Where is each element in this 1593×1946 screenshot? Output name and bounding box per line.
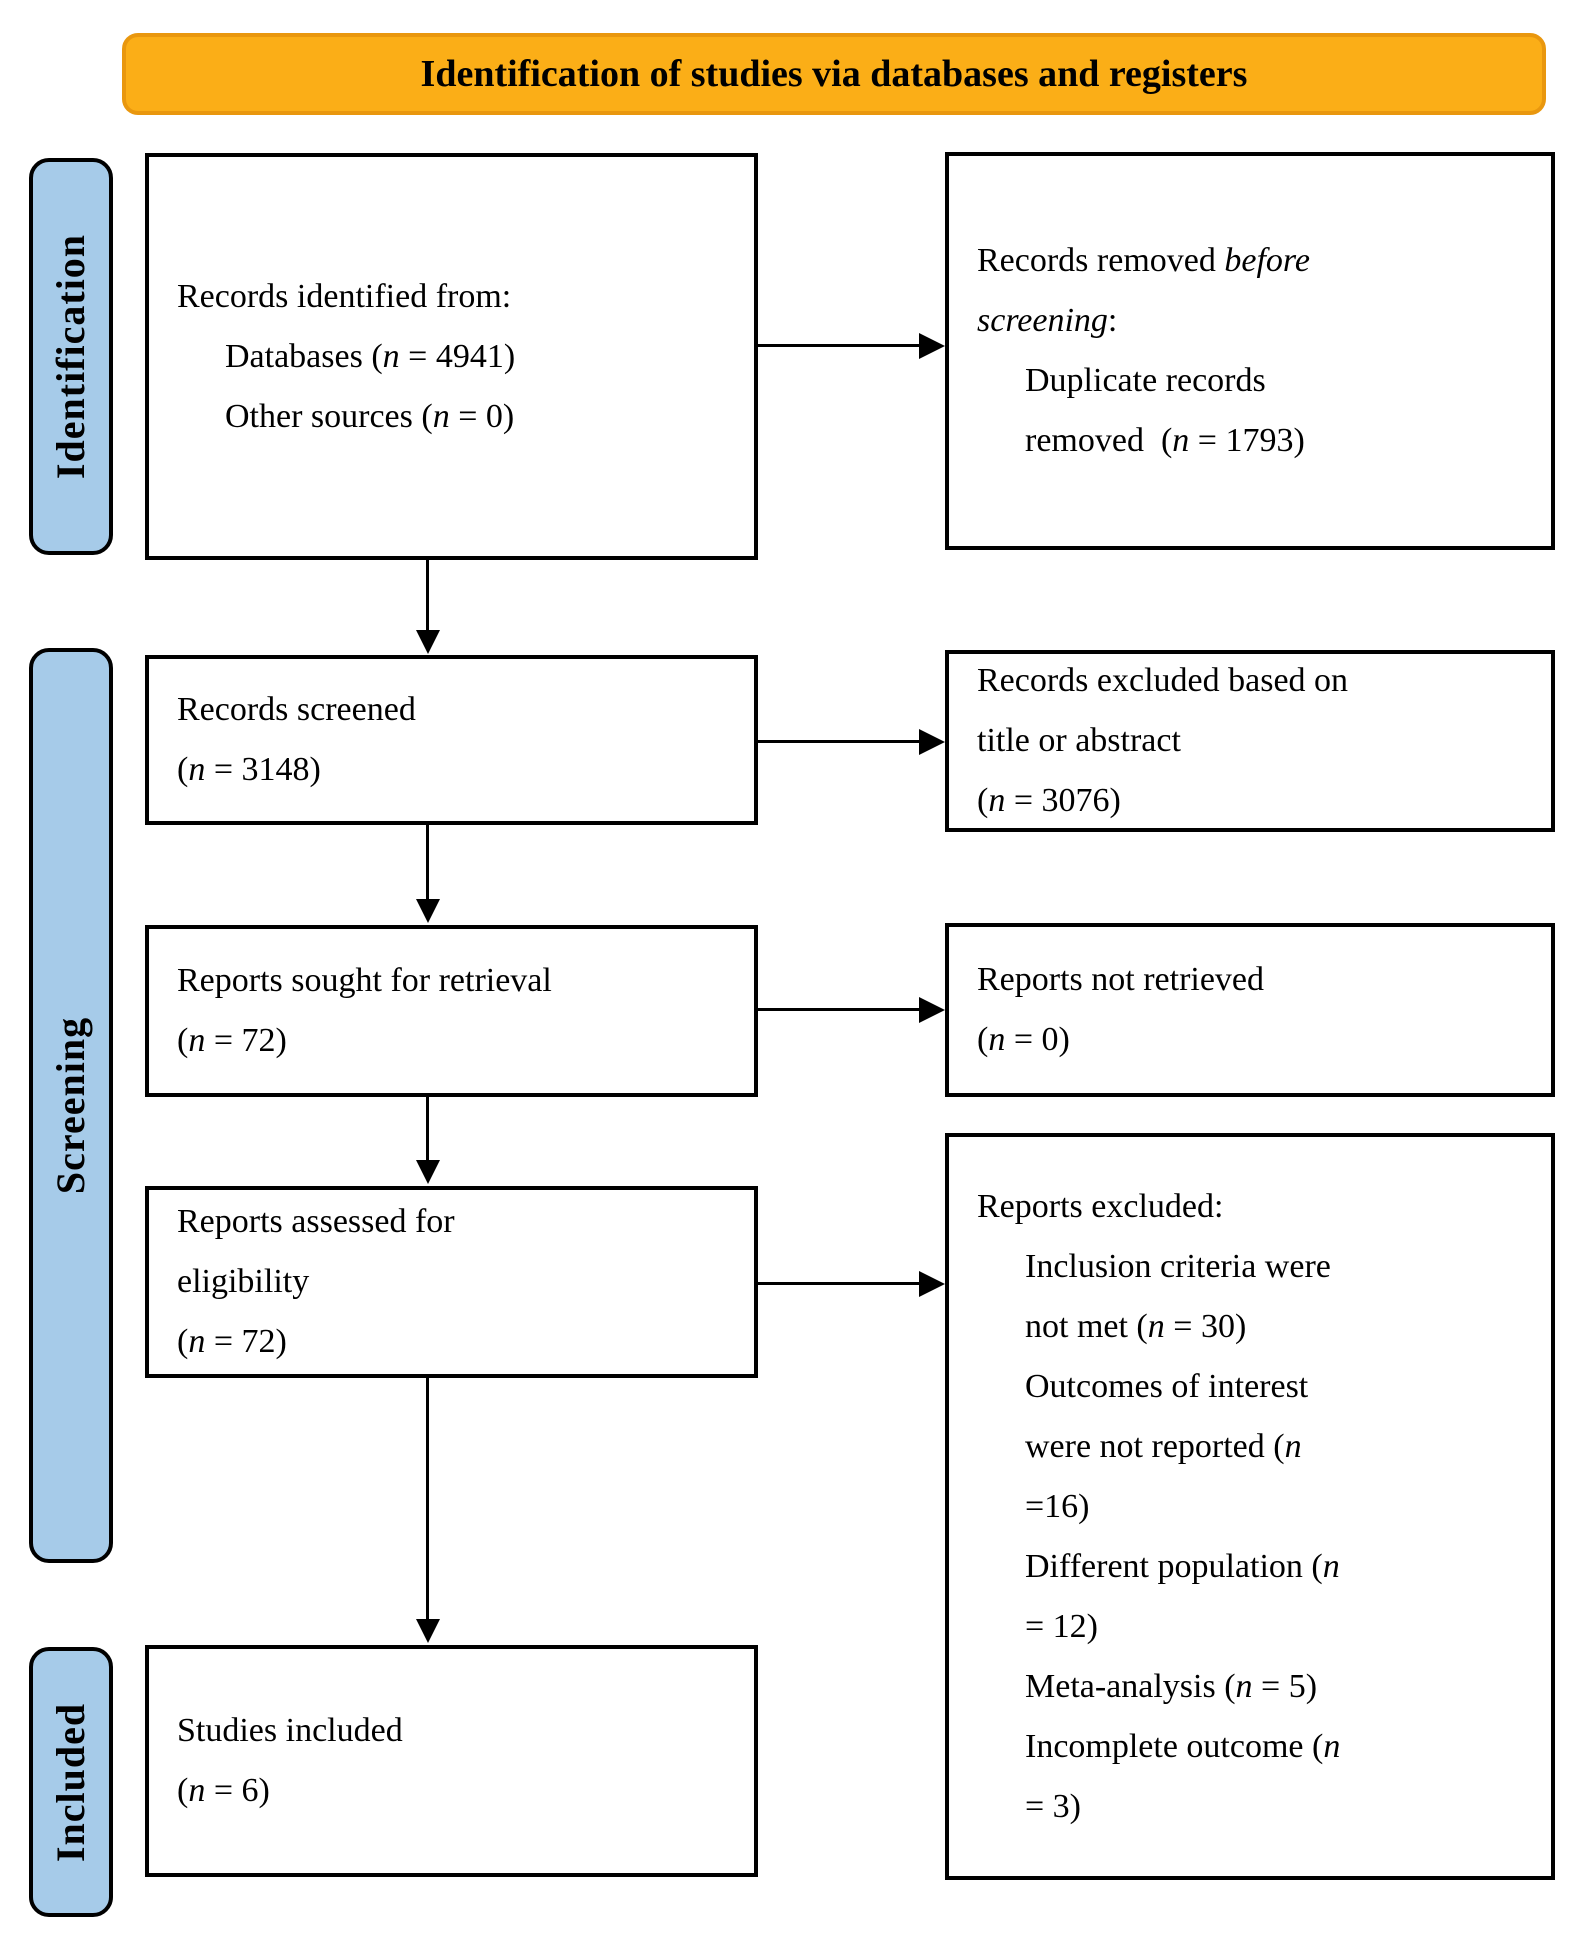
arrow-identified-to-removed (758, 344, 919, 347)
arrow-identified-to-screened (426, 560, 429, 630)
arrow-screened-to-excluded (758, 740, 919, 743)
diagram-title-banner (122, 33, 1546, 115)
box-text-line: screening: (977, 302, 1118, 339)
box-text-line: Meta-analysis (n = 5) (1025, 1667, 1318, 1705)
box-text-line: Incomplete outcome (n (1025, 1727, 1341, 1765)
box-text-line: (n = 6) (177, 1772, 270, 1809)
box-records-removed-before-screening (945, 152, 1555, 550)
arrow-assessed-to-reports-excluded (758, 1282, 919, 1285)
box-text-line: (n = 72) (177, 1323, 287, 1360)
box-text-line: Reports not retrieved (977, 961, 1265, 998)
box-text-line: (n = 0) (977, 1021, 1070, 1058)
box-reports-excluded (945, 1133, 1555, 1880)
box-text-line: =16) (1025, 1487, 1090, 1525)
box-text-line: were not reported (n (1025, 1427, 1302, 1465)
stage-label-included (29, 1647, 113, 1917)
stage-label-screening (29, 648, 113, 1563)
box-text-line: Records identified from: (177, 277, 512, 315)
box-text-line: title or abstract (977, 722, 1181, 759)
arrow-screened-to-sought (426, 825, 429, 899)
stage-label-included-text: Included (48, 1702, 94, 1862)
box-text-line: (n = 72) (177, 1022, 287, 1059)
box-text-line: (n = 3148) (177, 751, 321, 788)
box-text-line: not met (n = 30) (1025, 1307, 1247, 1345)
arrow-sought-to-assessed (426, 1097, 429, 1160)
box-text-line: Studies included (177, 1712, 403, 1749)
box-text-line: Records screened (177, 691, 416, 728)
diagram-title: Identification of studies via databases and registers (420, 53, 1248, 95)
box-text-line: Reports sought for retrieval (177, 962, 552, 999)
arrow-assessed-to-included (426, 1378, 429, 1619)
box-text-line: (n = 3076) (977, 782, 1121, 819)
box-text-line: = 3) (1025, 1787, 1081, 1825)
box-text-line: Inclusion criteria were (1025, 1247, 1331, 1285)
box-text-line: Different population (n (1025, 1547, 1340, 1585)
box-reports-assessed (145, 1186, 758, 1378)
box-text-line: removed (n = 1793) (1025, 422, 1305, 459)
arrow-sought-to-not-retrieved (758, 1008, 919, 1011)
box-text-line: = 12) (1025, 1607, 1098, 1645)
stage-label-screening-text: Screening (48, 1016, 94, 1195)
box-text-line: Duplicate records (1025, 362, 1266, 399)
box-text-line: Other sources (n = 0) (225, 397, 515, 435)
box-studies-included (145, 1645, 758, 1877)
stage-label-identification (29, 158, 113, 555)
box-text-line: Records removed before (977, 242, 1310, 279)
box-text-line: Outcomes of interest (1025, 1367, 1309, 1405)
stage-label-identification-text: Identification (48, 233, 94, 480)
box-text-line: Reports assessed for (177, 1203, 455, 1240)
box-text-line: Records excluded based on (977, 662, 1349, 699)
box-reports-sought (145, 925, 758, 1097)
box-text-line: Reports excluded: (977, 1187, 1224, 1225)
box-text-line: eligibility (177, 1263, 310, 1300)
box-text-line: Databases (n = 4941) (225, 337, 516, 375)
box-records-excluded-title-abstract (945, 650, 1555, 832)
box-records-identified (145, 153, 758, 560)
box-reports-not-retrieved (945, 923, 1555, 1097)
box-records-screened (145, 655, 758, 825)
